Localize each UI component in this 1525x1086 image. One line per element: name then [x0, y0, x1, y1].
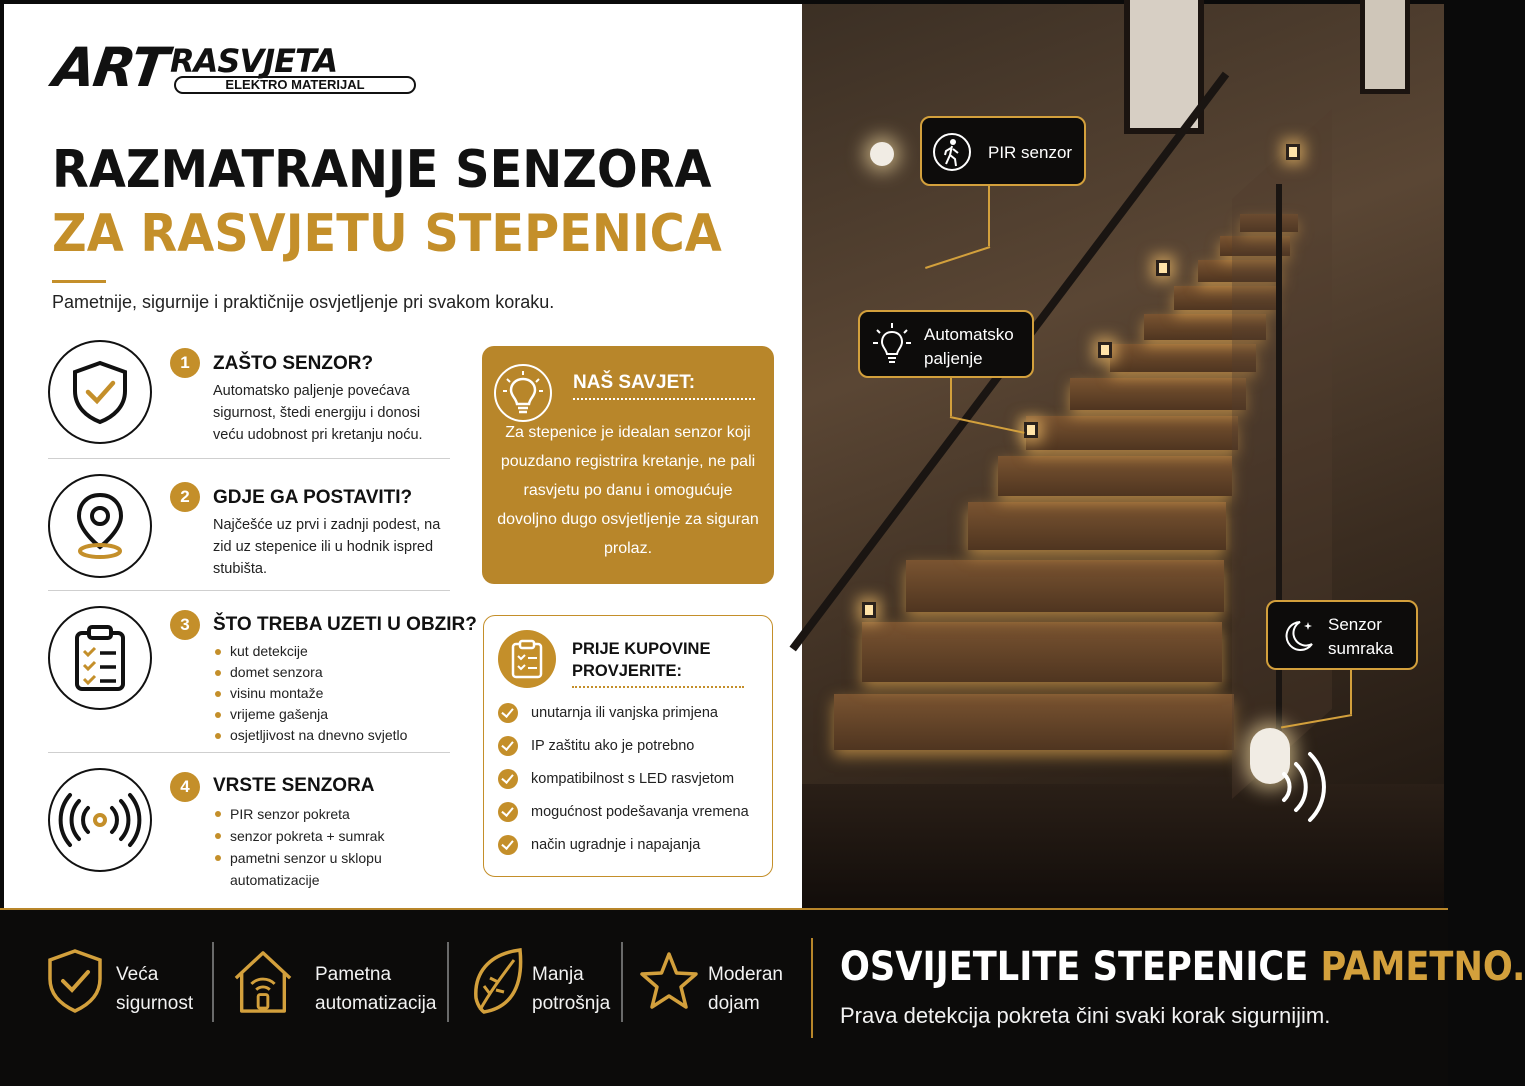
divider [48, 590, 450, 591]
shield-check-icon [44, 946, 106, 1016]
section-number: 2 [170, 482, 200, 512]
section-considerations [48, 602, 477, 752]
divider [48, 752, 450, 753]
lightbulb-icon [494, 364, 552, 422]
callout-leader [925, 246, 990, 269]
motion-waves-icon [1272, 744, 1342, 834]
callout-leader [950, 378, 952, 416]
shield-check-icon [48, 340, 152, 444]
section-number: 3 [170, 610, 200, 640]
callout-auto-on [858, 310, 1034, 378]
benefit-label-line1: Veća [116, 964, 159, 985]
benefit-modern-look [638, 940, 788, 1030]
callout-leader [1350, 670, 1352, 714]
checklist-heading: PRIJE KUPOVINE PROVJERITE: [572, 640, 711, 680]
tip-box [482, 346, 774, 584]
tip-divider [573, 398, 755, 400]
checklist-box [483, 615, 773, 877]
divider [48, 458, 450, 459]
callout-pir-sensor [920, 116, 1086, 186]
considerations-list [213, 641, 453, 746]
benefit-label-line1: Pametna [315, 964, 392, 985]
divider [811, 938, 813, 1038]
divider [212, 942, 214, 1022]
callout-label: Automatsko [924, 325, 1014, 344]
checklist-item [498, 766, 749, 799]
page-title-line2: ZA RASVJETU STEPENICA [52, 204, 722, 264]
section-heading: ZAŠTO SENZOR? [213, 353, 374, 374]
tip-text: Za stepenice je idealan senzor koji pouzdano registrira kretanje, ne pali rasvjetu po danu i omogućuje dovoljno dugo osvjetljenje za siguran prolaz. [497, 424, 759, 557]
wall-step-light [1024, 422, 1038, 438]
checklist-item-label: kompatibilnost s LED rasvjetom [531, 771, 735, 787]
wall-picture [1360, 0, 1410, 94]
list-item: osjetljivost na dnevno svjetlo [213, 725, 453, 746]
stair-step [834, 694, 1234, 750]
brand-logo [49, 36, 424, 102]
benefit-label-line1: Manja [532, 964, 584, 985]
title-underline [52, 280, 106, 283]
divider [447, 942, 449, 1022]
section-heading: GDJE GA POSTAVITI? [213, 487, 413, 508]
checklist-items [498, 700, 749, 865]
benefit-safety [44, 940, 204, 1030]
callout-label: PIR senzor [988, 143, 1073, 162]
section-heading: VRSTE SENZORA [213, 775, 375, 796]
logo-rasvjeta: RASVJETA [170, 42, 338, 80]
logo-art: ART [49, 36, 171, 99]
section-sensor-types [48, 764, 450, 904]
staircase-photo [802, 4, 1444, 908]
stair-step [998, 456, 1232, 496]
list-item: pametni senzor u sklopu automatizacije [213, 847, 403, 891]
glass-railing [1232, 109, 1332, 799]
benefit-automation [232, 940, 442, 1030]
benefit-efficiency [468, 940, 618, 1030]
stair-step [968, 502, 1226, 550]
benefit-label-line2: potrošnja [532, 993, 611, 1014]
benefit-label-line1: Moderan [708, 964, 783, 985]
checklist-item-label: unutarnja ili vanjska primjena [531, 705, 718, 721]
sensor-types-list [213, 803, 453, 891]
stair-step [906, 560, 1224, 612]
check-icon [498, 835, 518, 855]
page-subtitle: Pametnije, sigurnije i praktičnije osvjetljenje pri svakom koraku. [52, 292, 555, 312]
lightbulb-icon [872, 322, 912, 368]
clipboard-list-icon [48, 606, 152, 710]
pir-sensor-device [870, 142, 894, 166]
divider [621, 942, 623, 1022]
location-pin-icon [48, 474, 152, 578]
list-item: vrijeme gašenja [213, 704, 453, 725]
benefit-label-line2: sigurnost [116, 993, 194, 1014]
benefit-label-line2: dojam [708, 993, 760, 1014]
info-panel [4, 4, 802, 908]
checklist-item [498, 799, 749, 832]
moon-stars-icon [1278, 616, 1318, 656]
list-item: domet senzora [213, 662, 453, 683]
list-item: PIR senzor pokreta [213, 803, 453, 825]
stair-step [1026, 416, 1238, 450]
sensor-waves-icon [48, 768, 152, 872]
list-item: kut detekcije [213, 641, 453, 662]
cta-headline-white: OSVIJETLITE STEPENICE [840, 944, 1321, 990]
floor [802, 784, 1444, 908]
cta-headline [840, 944, 1525, 990]
cta-subline: Prava detekcija pokreta čini svaki korak sigurnijim. [840, 1003, 1331, 1028]
wall-step-light [1156, 260, 1170, 276]
wall-step-light [1098, 342, 1112, 358]
checklist-item [498, 733, 749, 766]
wall-step-light [862, 602, 876, 618]
callout-dusk-sensor [1266, 600, 1418, 670]
page-title-line1: RAZMATRANJE SENZORA [52, 140, 712, 200]
list-item: visinu montaže [213, 683, 453, 704]
cta-headline-gold: PAMETNO. [1320, 944, 1525, 990]
check-icon [498, 802, 518, 822]
checklist-item [498, 832, 749, 865]
section-heading: ŠTO TREBA UZETI U OBZIR? [213, 614, 477, 635]
stair-step [1070, 378, 1246, 410]
list-item: senzor pokreta + sumrak [213, 825, 453, 847]
leaf-icon [468, 946, 530, 1016]
clipboard-check-icon [498, 630, 556, 688]
smart-home-icon [232, 946, 294, 1016]
section-why-sensor [48, 336, 450, 452]
tip-heading: NAŠ SAVJET: [573, 372, 696, 393]
check-icon [498, 769, 518, 789]
wall-step-light [1286, 144, 1300, 160]
checklist-divider [572, 686, 744, 688]
checklist-item-label: način ugradnje i napajanja [531, 837, 701, 853]
callout-leader [988, 186, 990, 246]
check-icon [498, 703, 518, 723]
section-text: Najčešće uz prvi i zadnji podest, na zid uz stepenice ili u hodnik ispred stubišta. [213, 517, 441, 577]
checklist-item-label: mogućnost podešavanja vremena [531, 804, 749, 820]
person-walking-icon [932, 132, 972, 172]
checklist-item [498, 700, 749, 733]
section-number: 4 [170, 772, 200, 802]
benefit-label-line2: automatizacija [315, 993, 437, 1014]
logo-tagline: ELEKTRO MATERIJAL [174, 76, 416, 94]
section-where-to-place [48, 470, 450, 586]
check-icon [498, 736, 518, 756]
star-icon [638, 946, 700, 1016]
checklist-item-label: IP zaštitu ako je potrebno [531, 738, 695, 754]
section-number: 1 [170, 348, 200, 378]
callout-label: paljenje [924, 349, 983, 368]
callout-label: sumraka [1328, 639, 1394, 658]
section-text: Automatsko paljenje povećava sigurnost, štedi energiju i donosi veću udobnost pri kretanju noću. [213, 383, 423, 443]
callout-label: Senzor [1328, 615, 1382, 634]
stair-step [862, 622, 1222, 682]
